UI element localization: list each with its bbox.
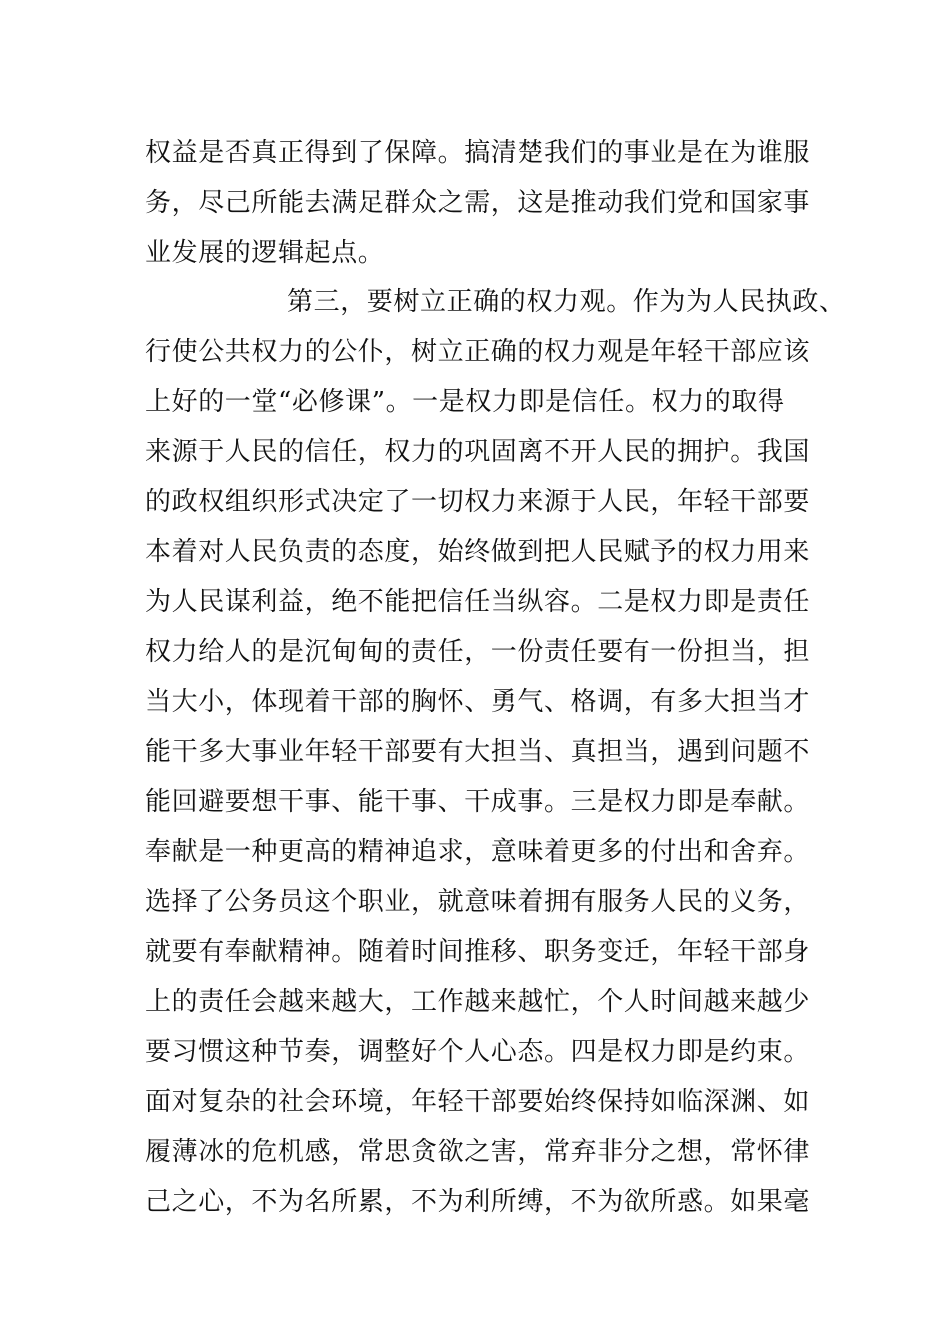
text-line: 的政权组织形式决定了一切权力来源于人民，年轻干部要 xyxy=(145,487,811,517)
text-line: 要习惯这种节奏，调整好个人心态。四是权力即是约束。 xyxy=(145,1037,811,1067)
text-line: 权力给人的是沉甸甸的责任，一份责任要有一份担当，担 xyxy=(145,637,811,667)
text-line: 行使公共权力的公仆，树立正确的权力观是年轻干部应该 xyxy=(145,337,811,367)
text-line: 能回避要想干事、能干事、干成事。三是权力即是奉献。 xyxy=(145,787,811,817)
text-line: 能干多大事业年轻干部要有大担当、真担当，遇到问题不 xyxy=(145,737,811,767)
text-line: 来源于人民的信任，权力的巩固离不开人民的拥护。我国 xyxy=(145,437,811,467)
text-line: 己之心，不为名所累，不为利所缚，不为欲所惑。如果毫 xyxy=(145,1187,811,1217)
text-line: 本着对人民负责的态度，始终做到把人民赋予的权力用来 xyxy=(145,537,811,567)
text-line: 权益是否真正得到了保障。搞清楚我们的事业是在为谁服 xyxy=(145,138,811,168)
text-line: 务，尽己所能去满足群众之需，这是推动我们党和国家事 xyxy=(145,188,811,218)
text-line: 当大小，体现着干部的胸怀、勇气、格调，有多大担当才 xyxy=(145,687,811,717)
text-line: 业发展的逻辑起点。 xyxy=(145,238,385,268)
text-line: 选择了公务员这个职业，就意味着拥有服务人民的义务， xyxy=(145,887,811,917)
text-line: 上好的一堂“必修课”。一是权力即是信任。权力的取得 xyxy=(145,387,785,417)
text-line: 上的责任会越来越大，工作越来越忙，个人时间越来越少 xyxy=(145,987,811,1017)
text-line: 履薄冰的危机感，常思贪欲之害，常弃非分之想，常怀律 xyxy=(145,1137,811,1167)
text-line: 面对复杂的社会环境，年轻干部要始终保持如临深渊、如 xyxy=(145,1087,811,1117)
text-line: 奉献是一种更高的精神追求，意味着更多的付出和舍弃。 xyxy=(145,837,811,867)
paragraph-first-line: 第三，要树立正确的权力观。作为为人民执政、 xyxy=(287,287,846,317)
text-line: 为人民谋利益，绝不能把信任当纵容。二是权力即是责任 xyxy=(145,587,811,617)
text-line: 就要有奉献精神。随着时间推移、职务变迁，年轻干部身 xyxy=(145,937,811,967)
